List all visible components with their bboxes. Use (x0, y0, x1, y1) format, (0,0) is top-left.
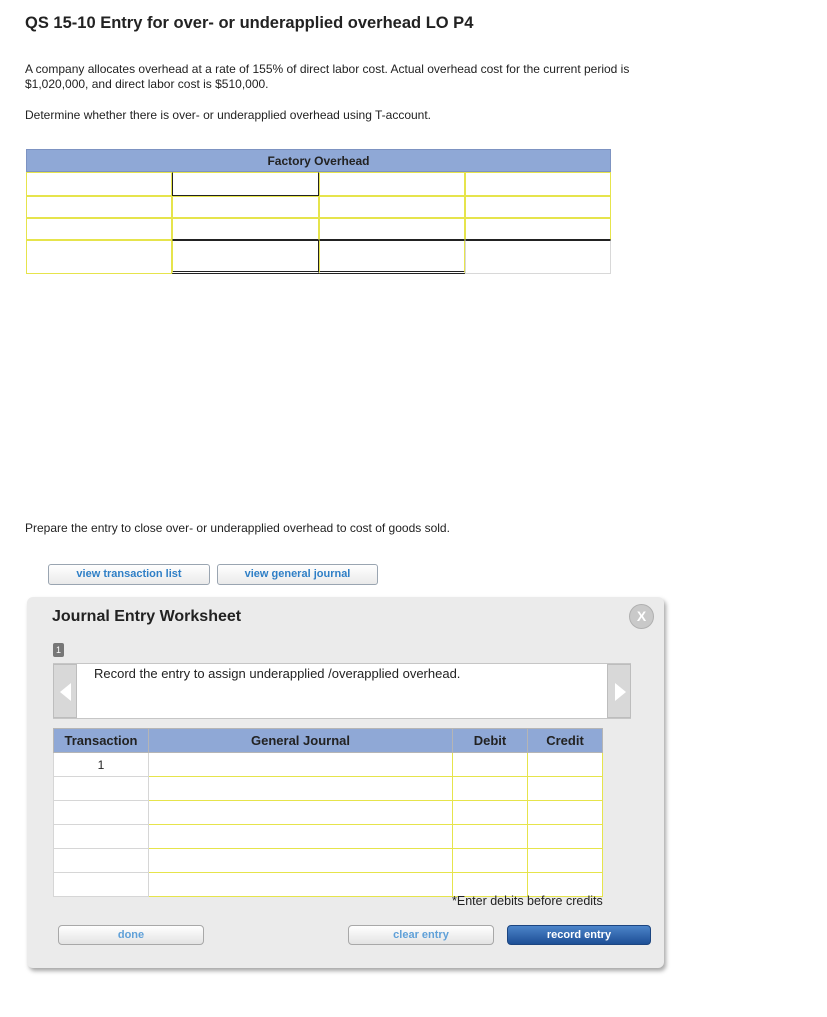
column-header-debit: Debit (453, 729, 528, 753)
t-account-cell (465, 240, 611, 274)
column-header-transaction: Transaction (54, 729, 149, 753)
debit-input[interactable] (453, 753, 528, 777)
t-account-input[interactable] (319, 172, 465, 196)
credit-input[interactable] (528, 849, 603, 873)
t-account-input[interactable] (26, 240, 172, 274)
t-account-row (26, 196, 611, 218)
t-account-header: Factory Overhead (26, 149, 611, 172)
journal-instruction: Prepare the entry to close over- or underapplied overhead to cost of goods sold. (25, 521, 450, 535)
clear-entry-button[interactable]: clear entry (348, 925, 494, 945)
table-row (54, 825, 603, 849)
debit-input[interactable] (453, 825, 528, 849)
t-account-row (26, 172, 611, 196)
t-account-input[interactable] (172, 196, 318, 218)
table-row (54, 753, 603, 777)
credit-input[interactable] (528, 753, 603, 777)
t-account-input[interactable] (319, 218, 465, 240)
t-account-row (26, 218, 611, 240)
t-account-instruction: Determine whether there is over- or underapplied overhead using T-account. (25, 108, 432, 122)
transaction-cell (54, 801, 149, 825)
general-journal-input[interactable] (149, 849, 453, 873)
debit-input[interactable] (453, 801, 528, 825)
problem-statement: A company allocates overhead at a rate of 155% of direct labor cost. Actual overhead cost for the current period is $1,020,000, and direct labor cost is $510,000. (25, 62, 630, 91)
t-account-input[interactable] (465, 218, 611, 240)
t-account-input[interactable] (319, 196, 465, 218)
t-account-total-row (26, 240, 611, 274)
column-header-general-journal: General Journal (149, 729, 453, 753)
t-account-input[interactable] (172, 240, 318, 274)
table-row (54, 801, 603, 825)
credit-input[interactable] (528, 801, 603, 825)
view-transaction-list-button[interactable]: view transaction list (48, 564, 210, 585)
credit-input[interactable] (528, 777, 603, 801)
t-account-input[interactable] (319, 240, 465, 274)
transaction-cell (54, 873, 149, 897)
done-button[interactable]: done (58, 925, 204, 945)
t-account-input[interactable] (172, 172, 318, 196)
t-account-input[interactable] (26, 196, 172, 218)
general-journal-input[interactable] (149, 873, 453, 897)
transaction-cell (54, 825, 149, 849)
transaction-cell (54, 777, 149, 801)
t-account-input[interactable] (465, 196, 611, 218)
table-row (54, 849, 603, 873)
transaction-cell: 1 (54, 753, 149, 777)
debit-input[interactable] (453, 873, 528, 897)
page-title: QS 15-10 Entry for over- or underapplied overhead LO P4 (25, 14, 474, 32)
t-account-input[interactable] (172, 218, 318, 240)
general-journal-input[interactable] (149, 801, 453, 825)
debit-input[interactable] (453, 777, 528, 801)
factory-overhead-t-account (26, 149, 611, 274)
entry-description-box (53, 663, 631, 719)
credit-input[interactable] (528, 825, 603, 849)
general-journal-input[interactable] (149, 753, 453, 777)
debit-input[interactable] (453, 849, 528, 873)
record-entry-button[interactable]: record entry (507, 925, 651, 945)
next-arrow-icon[interactable] (607, 664, 631, 718)
t-account-input[interactable] (465, 172, 611, 196)
transaction-cell (54, 849, 149, 873)
worksheet-title: Journal Entry Worksheet (52, 608, 242, 625)
step-number-badge: 1 (53, 643, 64, 657)
general-journal-input[interactable] (149, 825, 453, 849)
general-journal-input[interactable] (149, 777, 453, 801)
column-header-credit: Credit (528, 729, 603, 753)
credit-input[interactable] (528, 873, 603, 897)
t-account-input[interactable] (26, 218, 172, 240)
journal-entry-worksheet (27, 597, 664, 968)
table-row (54, 777, 603, 801)
previous-arrow-icon[interactable] (53, 664, 77, 718)
journal-table (53, 728, 603, 897)
entry-description: Record the entry to assign underapplied /overapplied overhead. (94, 666, 461, 681)
view-general-journal-button[interactable]: view general journal (217, 564, 378, 585)
close-icon[interactable]: X (629, 604, 654, 629)
debits-before-credits-note: *Enter debits before credits (452, 894, 603, 908)
t-account-input[interactable] (26, 172, 172, 196)
table-row (54, 873, 603, 897)
